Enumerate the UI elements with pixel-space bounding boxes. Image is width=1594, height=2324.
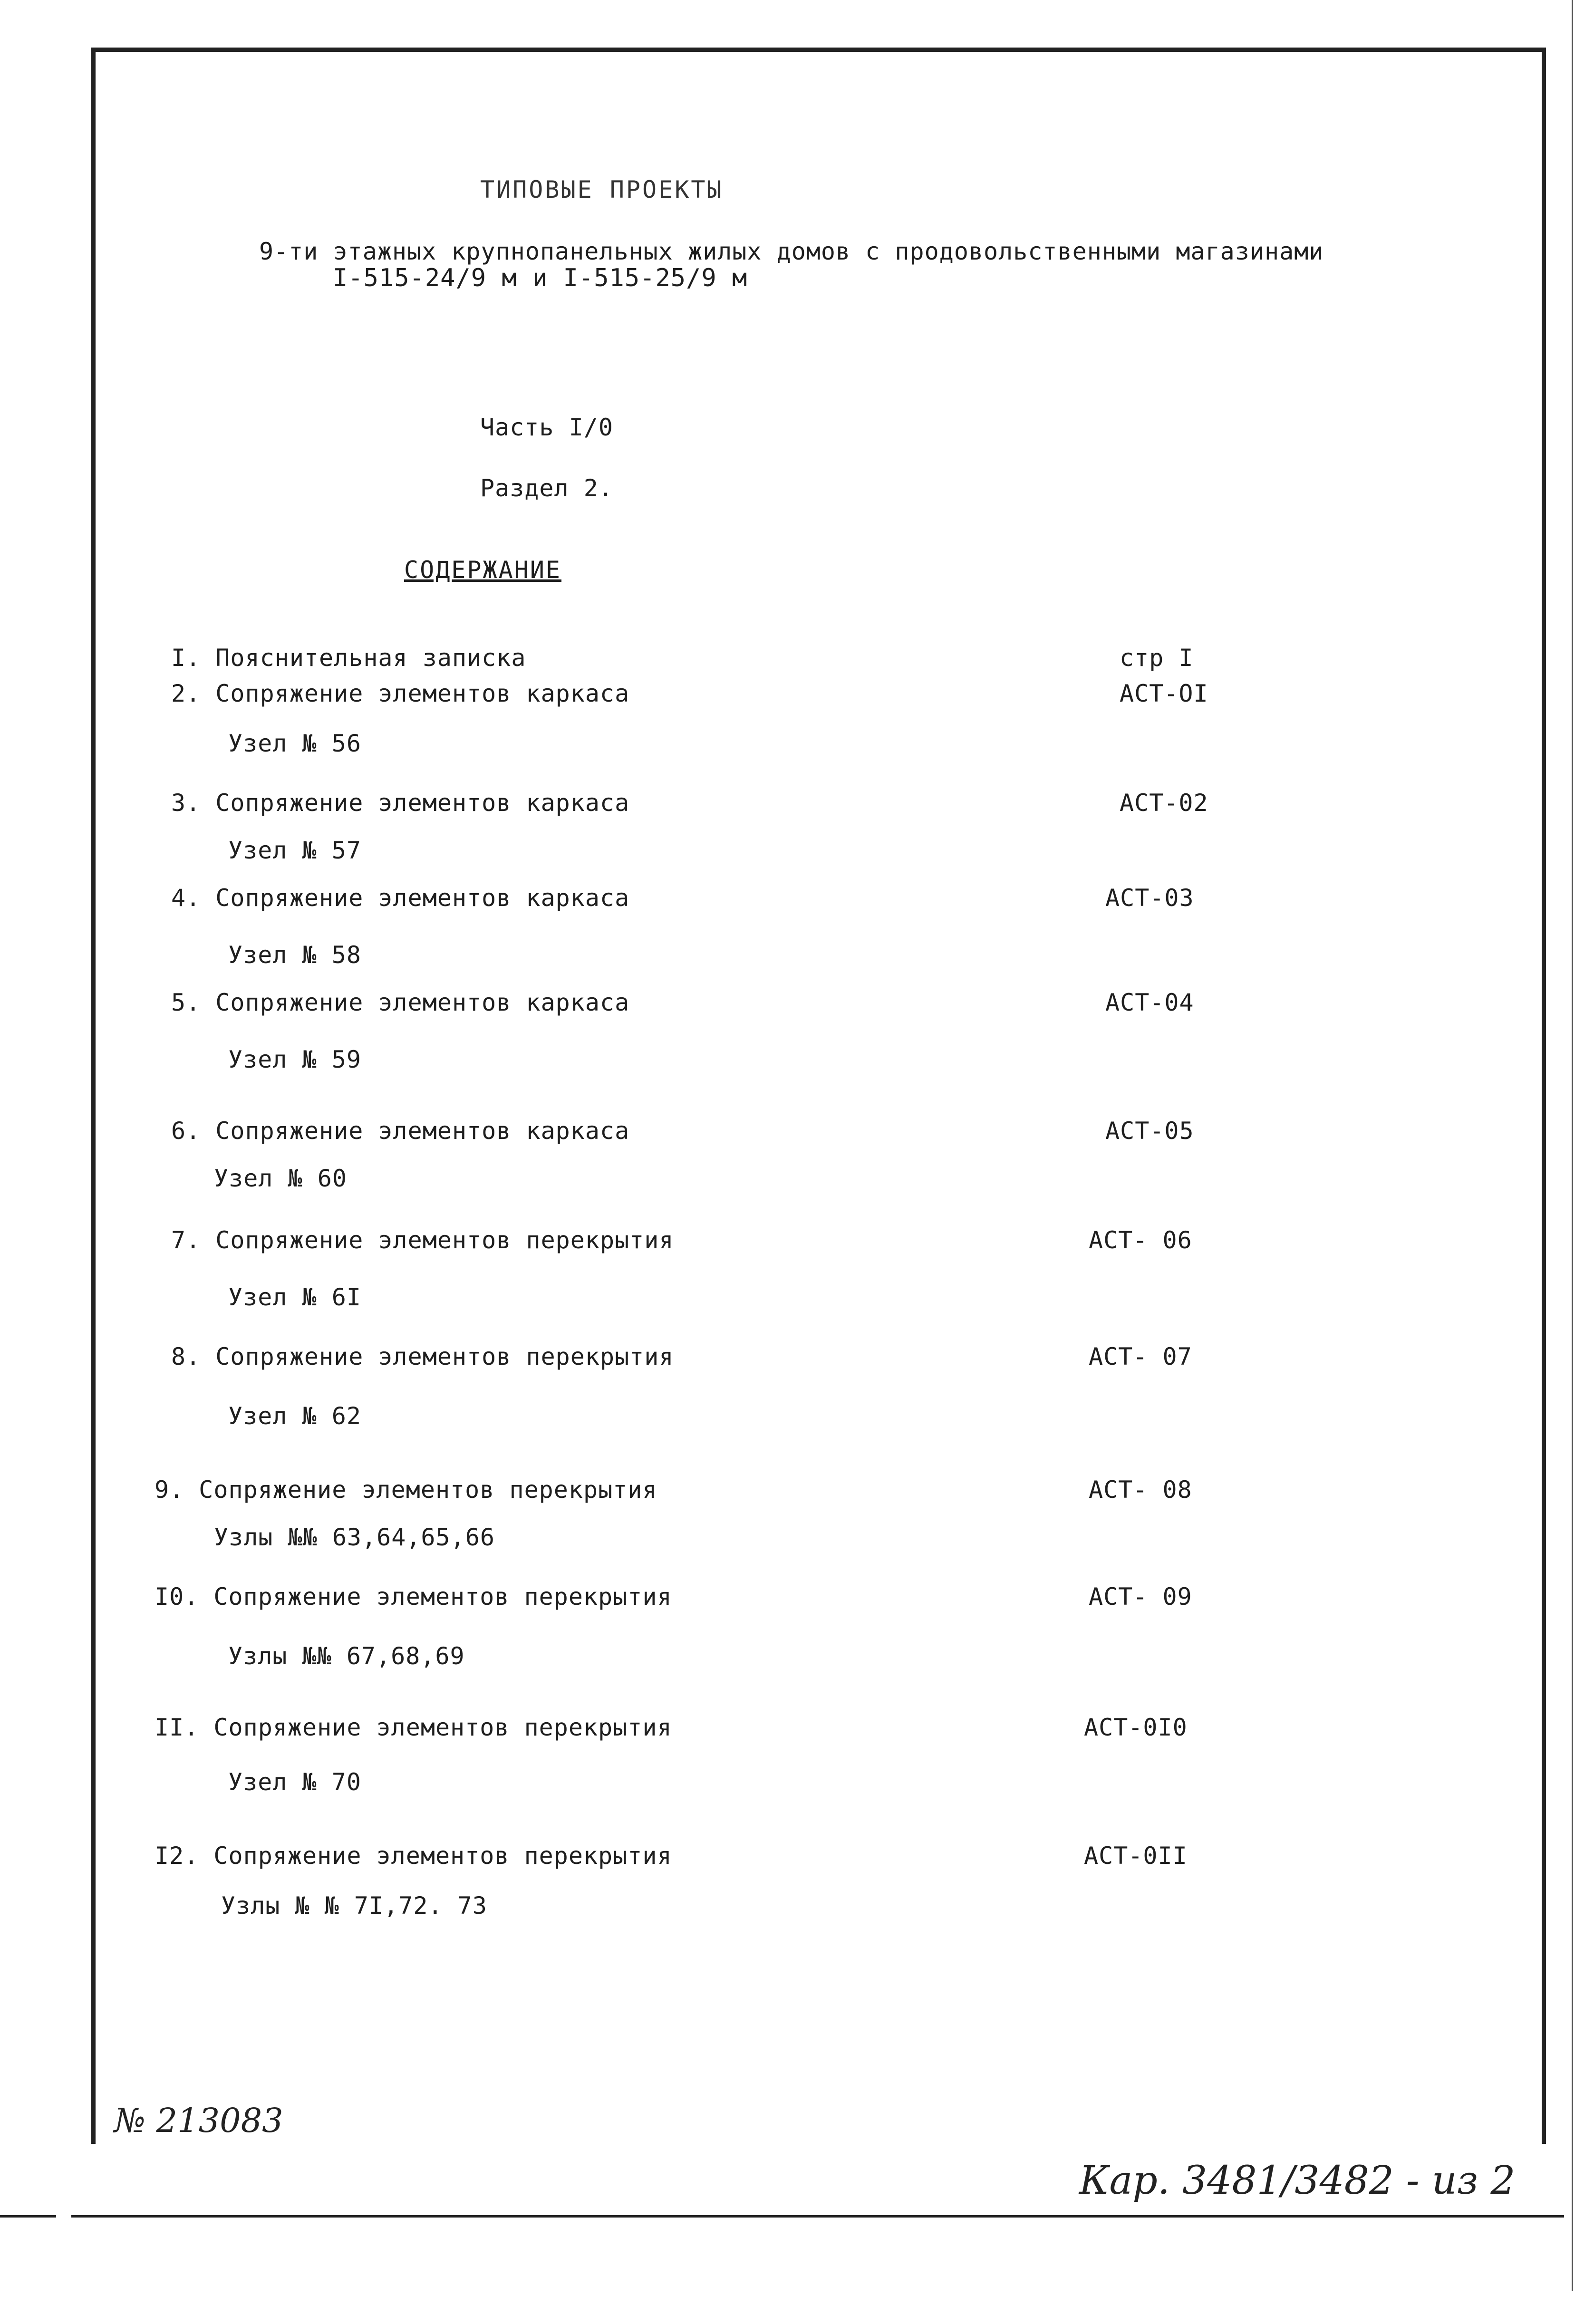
- toc-item-label: 9. Сопряжение элементов перекрытия: [155, 1476, 657, 1504]
- left-rule: [0, 2215, 56, 2218]
- subtitle-line-1: 9-ти этажных крупнопанельных жилых домов с продовольственными магазинами: [259, 238, 1324, 265]
- toc-item-node: Узлы №№ 67,68,69: [228, 1642, 465, 1670]
- toc-item-code: АСТ-0II: [1084, 1842, 1188, 1870]
- toc-item-node: Узел № 58: [228, 941, 361, 969]
- archive-note: Кар. 3481/3482 - из 2: [1079, 2158, 1516, 2203]
- toc-item-node: Узел № 70: [228, 1768, 361, 1796]
- scan-edge: [1572, 0, 1573, 2291]
- bottom-rule: [71, 2215, 1564, 2218]
- toc-item-code: АСТ-0I0: [1084, 1714, 1188, 1741]
- toc-item-label: I2. Сопряжение элементов перекрытия: [155, 1842, 672, 1870]
- toc-item-node: Узел № 59: [228, 1046, 361, 1073]
- toc-item-code: АСТ- 06: [1089, 1226, 1192, 1254]
- toc-item-code: стр I: [1120, 644, 1194, 672]
- toc-item-node: Узлы № № 7I,72. 73: [221, 1892, 487, 1919]
- toc-item-node: Узел № 6I: [228, 1283, 361, 1311]
- toc-item-label: I0. Сопряжение элементов перекрытия: [155, 1583, 672, 1610]
- toc-item-label: 3. Сопряжение элементов каркаса: [171, 789, 630, 817]
- toc-item-code: АСТ-04: [1105, 989, 1194, 1016]
- contents-heading: СОДЕРЖАНИЕ: [404, 556, 562, 584]
- page-frame: [91, 48, 1546, 2144]
- toc-item-node: Узел № 62: [228, 1402, 361, 1430]
- toc-item-label: 4. Сопряжение элементов каркаса: [171, 884, 630, 912]
- toc-item-code: АСТ- 09: [1089, 1583, 1192, 1610]
- toc-item-label: 5. Сопряжение элементов каркаса: [171, 989, 630, 1016]
- toc-item-node: Узел № 57: [228, 837, 361, 864]
- toc-item-label: II. Сопряжение элементов перекрытия: [155, 1714, 672, 1741]
- toc-item-code: АСТ- 07: [1089, 1343, 1192, 1370]
- toc-item-label: 7. Сопряжение элементов перекрытия: [171, 1226, 674, 1254]
- part-label: Часть I/0: [480, 414, 613, 441]
- toc-item-code: АСТ-02: [1120, 789, 1208, 817]
- section-label: Раздел 2.: [480, 474, 613, 502]
- toc-item-code: АСТ-03: [1105, 884, 1194, 912]
- toc-item-node: Узлы №№ 63,64,65,66: [214, 1524, 495, 1551]
- toc-item-label: 6. Сопряжение элементов каркаса: [171, 1117, 630, 1145]
- toc-item-node: Узел № 56: [228, 730, 361, 757]
- subtitle-line-2: I-515-24/9 м и I-515-25/9 м: [333, 264, 748, 292]
- toc-item-code: АСТ-05: [1105, 1117, 1194, 1145]
- inventory-number: № 213083: [114, 2101, 283, 2140]
- toc-item-node: Узел № 60: [214, 1165, 347, 1192]
- toc-item-label: I. Пояснительная записка: [171, 644, 526, 672]
- toc-item-code: АСТ-ОI: [1120, 680, 1208, 707]
- toc-item-code: АСТ- 08: [1089, 1476, 1192, 1504]
- page-title: ТИПОВЫЕ ПРОЕКТЫ: [480, 176, 724, 203]
- toc-item-label: 2. Сопряжение элементов каркаса: [171, 680, 630, 707]
- toc-item-label: 8. Сопряжение элементов перекрытия: [171, 1343, 674, 1370]
